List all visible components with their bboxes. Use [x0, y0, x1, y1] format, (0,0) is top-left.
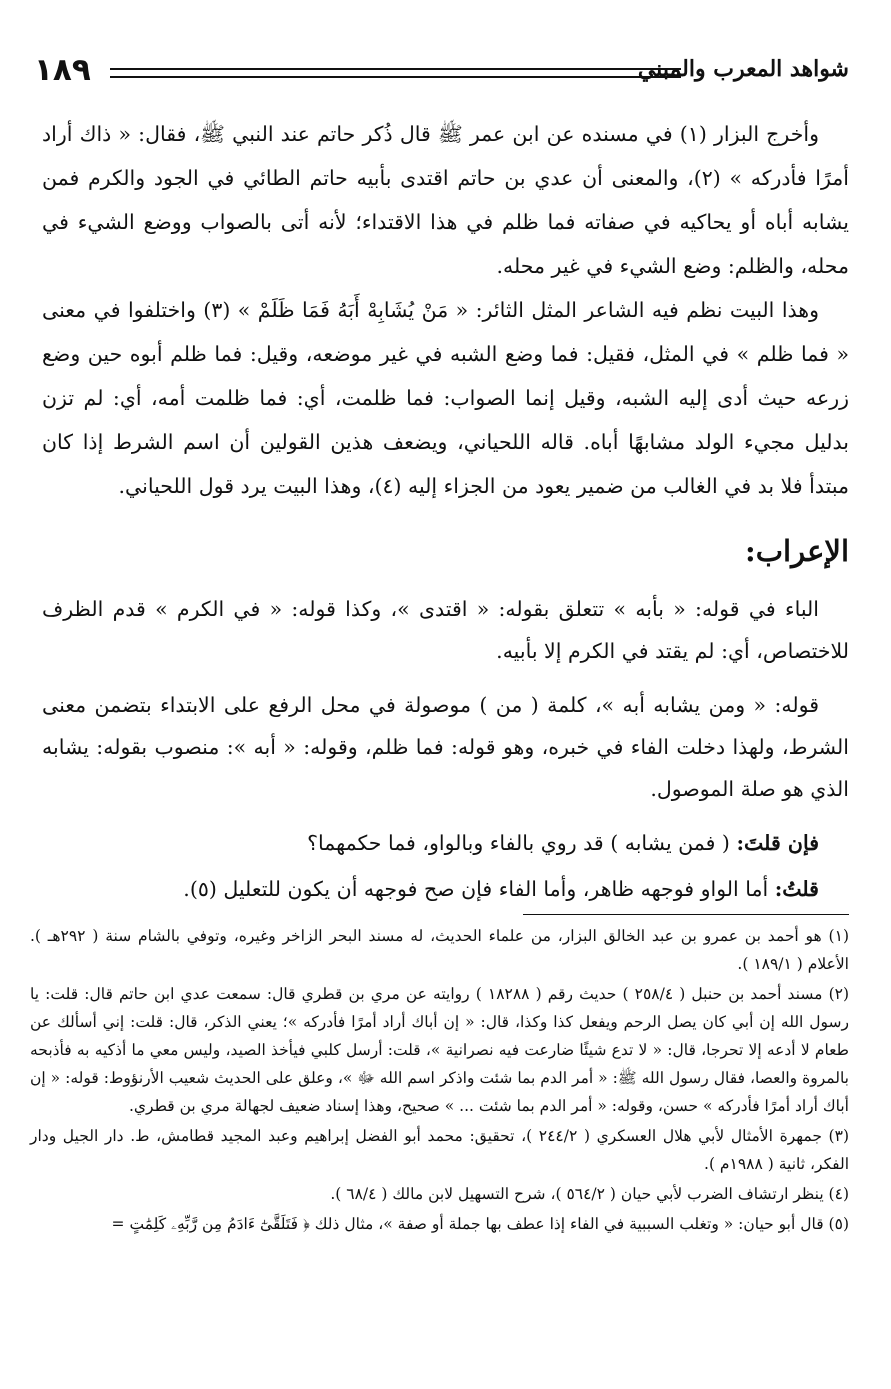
- footnote: (٣) جمهرة الأمثال لأبي هلال العسكري ( ٢٤٤/٢ )، تحقيق: محمد أبو الفضل إبراهيم وعبد المجيد قطامش، ط. دار الجيل ودار الفكر، ثانية ( ١٩٨٨م ).: [30, 1127, 849, 1173]
- page-number: ١٨٩: [34, 52, 91, 88]
- footnote: (١) هو أحمد بن عمرو بن عبد الخالق البزار، من علماء الحديث، له مسند البحر الزاخر وغيره، وتوفي بالشام سنة ( ٢٩٢هـ ). الأعلام ( ١٨٩/١ ).: [30, 927, 849, 973]
- running-title: شواهد المعرب والمبني: [637, 56, 849, 82]
- question-paragraph: [42, 822, 849, 864]
- question-label: فإن قلتَ:: [736, 831, 819, 855]
- paragraph: وهذا البيت نظم فيه الشاعر المثل الثائر: « مَنْ يُشَابِهْ أَبَهُ فَمَا ظَلَمْ » (٣) واختلفوا في معنى « فما ظلم » في المثل، فقيل: فما وضع الشبه في غير موضعه، وقيل: فما ظلم أبوه حين وضع زرعه حيث أدى إليه الشبه، وقيل إنما الصواب: فما ظلمت، أي: فما ظلمت أمه، أي: لم تزن بدليل مجيء الولد مشابهًا أباه. قاله اللحياني، ويضعف هذين القولين أن اسم الشرط إذا كان مبتدأ فلا بد في الغالب من ضمير يعود من الجزاء إليه (٤)، وهذا البيت يرد قول اللحياني.: [42, 298, 849, 498]
- paragraph: قوله: « ومن يشابه أبه »، كلمة ( من ) موصولة في محل الرفع على الابتداء بتضمن معنى الشرط، ولهذا دخلت الفاء في خبره، وهو قوله: فما ظلم، وقوله: « أبه »: منصوب بقوله: يشابه الذي هو صلة الموصول.: [42, 693, 849, 801]
- footnote: (٤) ينظر ارتشاف الضرب لأبي حيان ( ٥٦٤/٢ )، شرح التسهيل لابن مالك ( ٦٨/٤ ).: [330, 1185, 849, 1203]
- paragraph: الباء في قوله: « بأبه » تتعلق بقوله: « اقتدى »، وكذا قوله: « في الكرم » قدم الظرف للاختصاص، أي: لم يقتد في الكرم إلا بأبيه.: [42, 597, 849, 663]
- page-header: [34, 52, 849, 92]
- answer-text: أما الواو فوجهه ظاهر، وأما الفاء فإن صح فوجهه أن يكون للتعليل (٥).: [183, 877, 769, 901]
- analysis-section: [42, 588, 849, 922]
- footnote: (٢) مسند أحمد بن حنبل ( ٢٥٨/٤ ) حديث رقم ( ١٨٢٨٨ ) روايته عن مري بن قطري قال: سمعت عدي ابن حاتم قال: قلت: يا رسول الله إن أبي كان يصل الرحم ويفعل كذا وكذا، قال: « إن أباك أراد أمرًا فأدركه »؛ يعني الذكر، قال: قلت: إني أسألك عن طعام لا أدعه إلا تحرجا، قال: « لا تدع شيئًا ضارعت فيه نصرانية »، قلت: أرسل كلبي فيأخذ الصيد، وليس معي ما أذكيه به فأذبحه بالمروة والعصا، فقال رسول الله ﷺ: « أمر الدم بما شئت واذكر اسم الله ﷻ »، وعلق على الحديث شعيب الأرنؤوط: قوله: « إن أباك أراد أمرًا فأدركه » حسن، وقوله: « أمر الدم بما شئت ... » صحيح، وهذا إسناد ضعيف لجهالة مري بن قطري.: [30, 985, 850, 1115]
- answer-label: قلتُ:: [774, 877, 819, 901]
- header-rule: [110, 68, 681, 78]
- question-text: ( فمن يشابه ) قد روي بالفاء وبالواو، فما حكمهما؟: [307, 831, 730, 855]
- footnote: (٥) قال أبو حيان: « وتغلب السببية في الفاء إذا عطف بها جملة أو صفة »، مثال ذلك ﴿ فَتَلَقَّىٰٓ ءَادَمُ مِن رَّبِّهِۦ كَلِمَٰتٍ =: [111, 1215, 849, 1233]
- main-text: [42, 112, 849, 508]
- footnote-divider: [523, 914, 849, 915]
- paragraph: وأخرج البزار (١) في مسنده عن ابن عمر ﷺ قال ذُكر حاتم عند النبي ﷺ، فقال: « ذاك أراد أمرًا فأدركه » (٢)، والمعنى أن عدي بن حاتم اقتدى بأبيه حاتم الطائي في الجود والكرم فمن يشابه أباه أو يحاكيه في صفاته فما ظلم في هذا الاقتداء؛ لأنه أتى بالصواب ووضع الشيء في محله، والظلم: وضع الشيء في غير محله.: [42, 122, 849, 278]
- footnotes: [30, 922, 849, 1240]
- answer-paragraph: [42, 868, 849, 910]
- section-heading: الإعراب:: [745, 534, 849, 568]
